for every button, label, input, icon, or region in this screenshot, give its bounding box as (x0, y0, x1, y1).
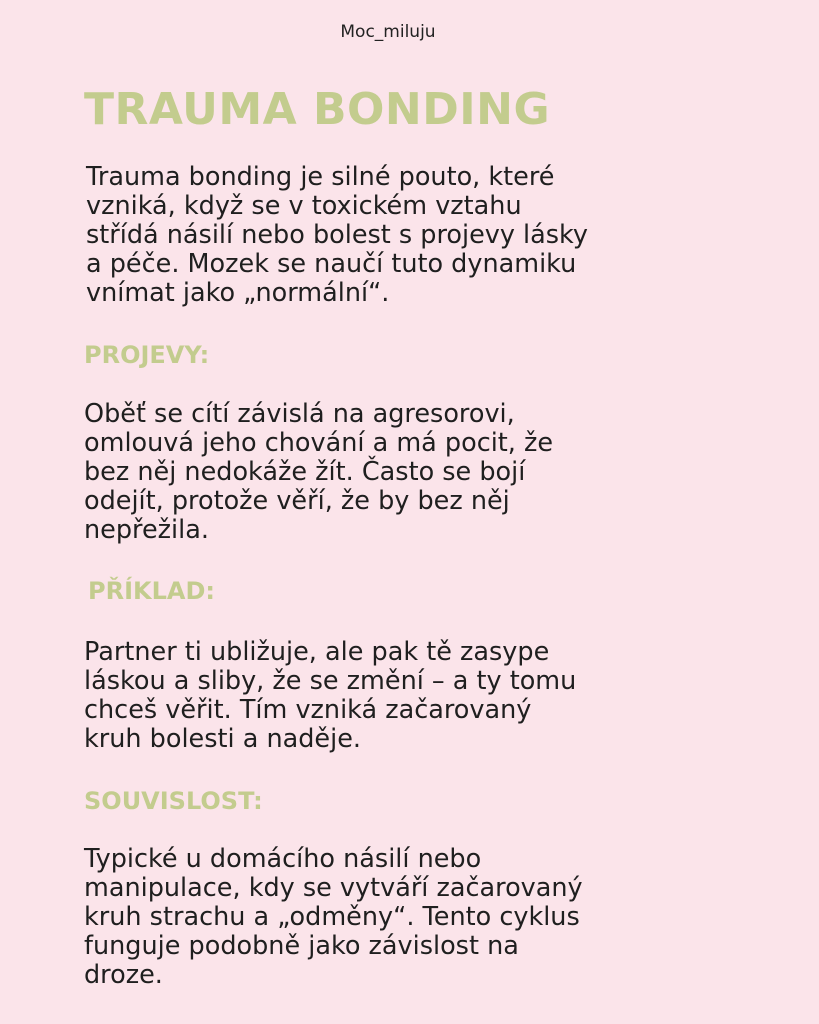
section-text-souvislost: Typické u domácího násilí nebo manipulace, kdy se vytváří začarovaný kruh strachu a „odměny“. Tento cyklus funguje podobně jako závislost na droze. (84, 844, 583, 990)
section-heading-priklad: PŘÍKLAD: (88, 577, 215, 605)
account-handle: Moc_miluju (340, 22, 436, 42)
page-title: TRAUMA BONDING (84, 84, 551, 135)
section-text-priklad: Partner ti ubližuje, ale pak tě zasype láskou a sliby, že se změní – a ty tomu chceš věřit. Tím vzniká začarovaný kruh bolesti a naděje. (84, 637, 577, 754)
section-text-projevy: Oběť se cítí závislá na agresorovi, omlouvá jeho chování a má pocit, že bez něj nedokáže žít. Často se bojí odejít, protože věří, že by bez něj nepřežila. (84, 399, 554, 545)
intro-paragraph: Trauma bonding je silné pouto, které vzniká, když se v toxickém vztahu střídá násilí nebo bolest s projevy lásky a péče. Mozek se naučí tuto dynamiku vnímat jako „normální“. (86, 162, 589, 308)
section-heading-souvislost: SOUVISLOST: (84, 787, 263, 815)
section-heading-projevy: PROJEVY: (84, 341, 210, 369)
